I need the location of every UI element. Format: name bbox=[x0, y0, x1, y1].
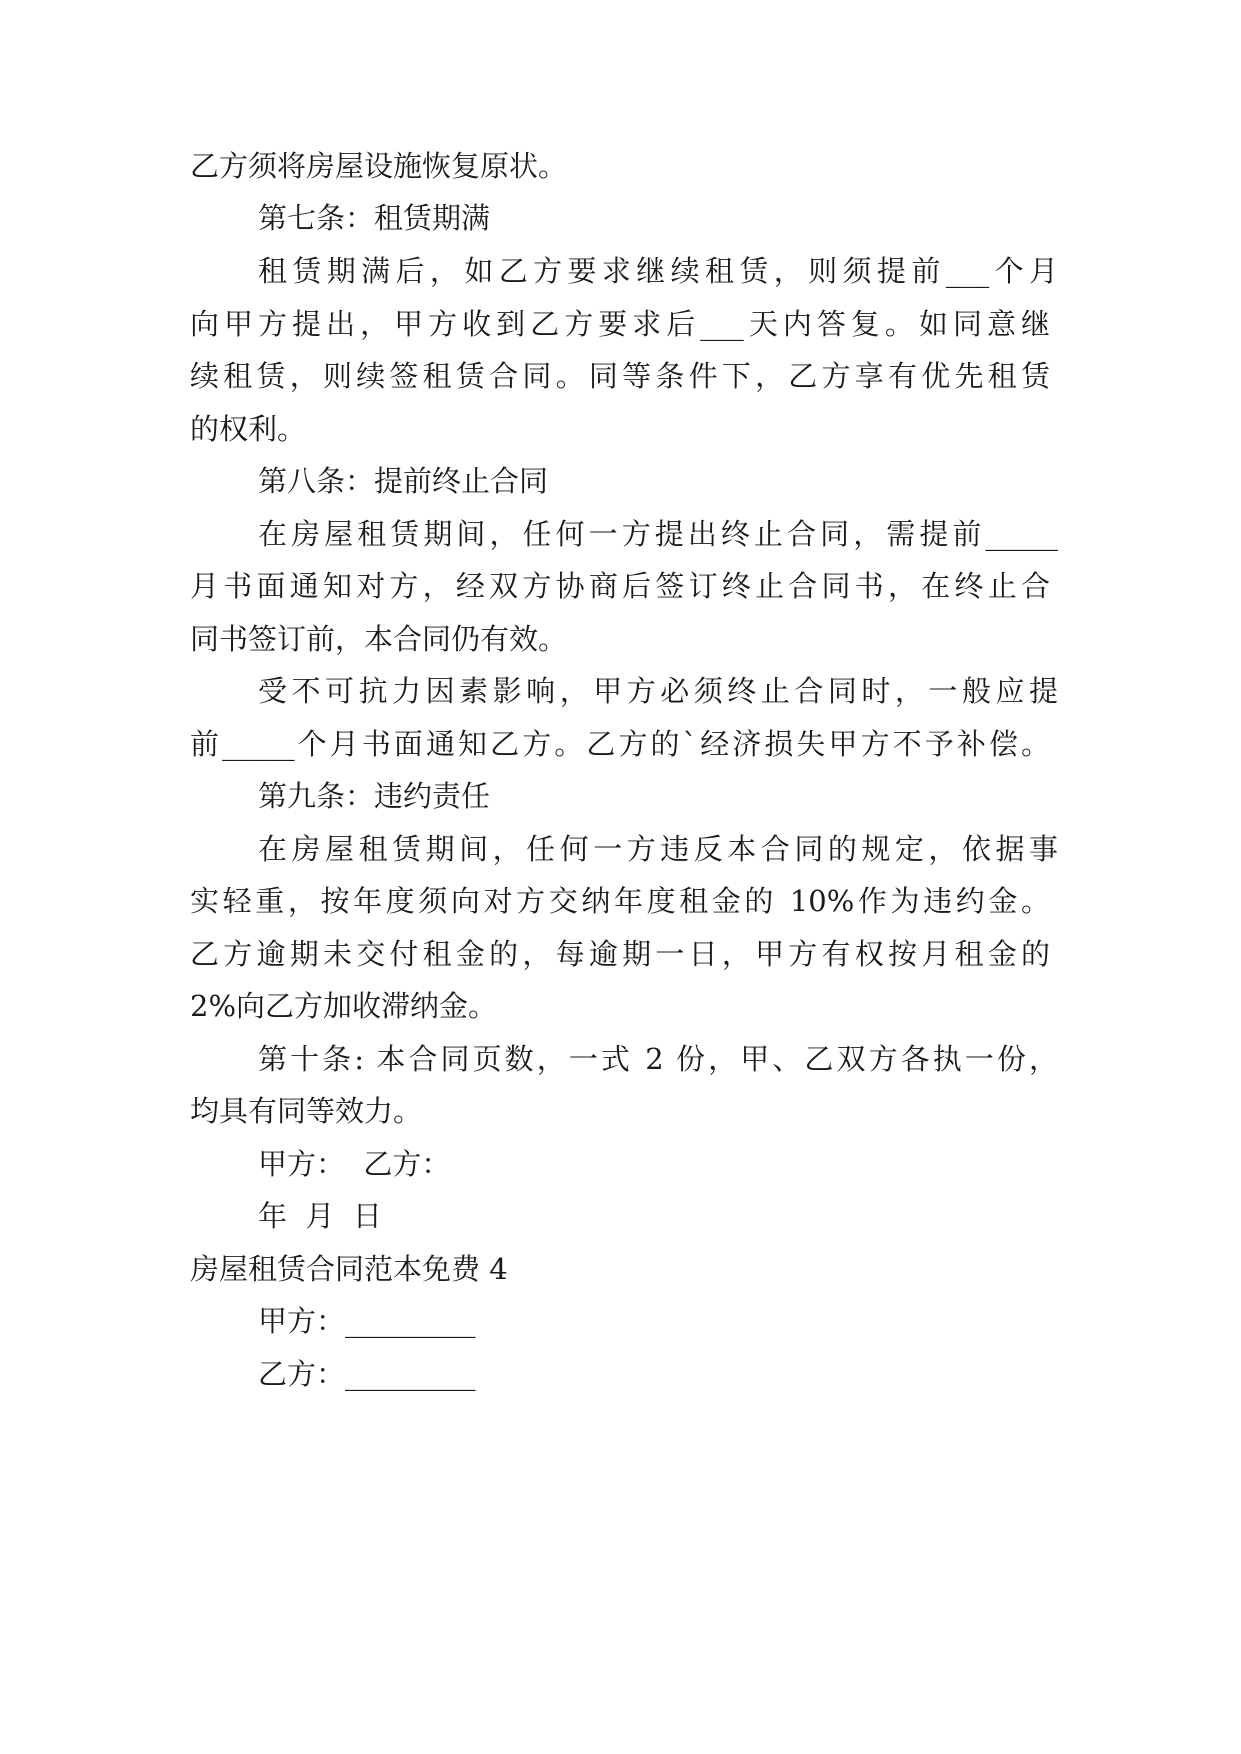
body-text-line: 乙方逾期未交付租金的，每逾期一日，甲方有权按月租金的 bbox=[190, 937, 1050, 971]
body-text-line: 均具有同等效力。 bbox=[190, 1094, 423, 1128]
body-text-line: 在房屋租赁期间，任何一方提出终止合同，需提前_____ bbox=[258, 517, 1058, 551]
body-text-line: 2%向乙方加收滞纳金。 bbox=[190, 989, 498, 1023]
body-text-line: 向甲方提出，甲方收到乙方要求后___天内答复。如同意继 bbox=[190, 307, 1050, 341]
article-heading: 第八条：提前终止合同 bbox=[258, 464, 549, 498]
body-text-line: 实轻重，按年度须向对方交纳年度租金的 10%作为违约金。 bbox=[190, 884, 1050, 918]
body-text-line: 受不可抗力因素影响，甲方必须终止合同时，一般应提 bbox=[258, 674, 1058, 708]
article-heading: 第七条：租赁期满 bbox=[258, 201, 491, 235]
party-b-field: 乙方：_________ bbox=[258, 1357, 476, 1391]
article-heading: 第九条：违约责任 bbox=[258, 779, 491, 813]
body-text-line: 续租赁，则续签租赁合同。同等条件下，乙方享有优先租赁 bbox=[190, 359, 1050, 393]
party-a-field: 甲方：_________ bbox=[258, 1304, 476, 1338]
body-text-line: 的权利。 bbox=[190, 412, 307, 446]
signature-parties-line: 甲方： 乙方： bbox=[258, 1147, 451, 1181]
body-text-line: 前_____个月书面通知乙方。乙方的`经济损失甲方不予补偿。 bbox=[190, 727, 1050, 761]
body-text-line: 在房屋租赁期间，任何一方违反本合同的规定，依据事 bbox=[258, 832, 1058, 866]
body-text-line: 乙方须将房屋设施恢复原状。 bbox=[190, 149, 568, 183]
date-line: 年 月 日 bbox=[258, 1199, 382, 1233]
body-text-line: 第十条: 本合同页数，一式 2 份，甲、乙双方各执一份， bbox=[258, 1042, 1058, 1076]
body-text-line: 同书签订前，本合同仍有效。 bbox=[190, 622, 568, 656]
body-text-line: 租赁期满后，如乙方要求继续租赁，则须提前___个月 bbox=[258, 254, 1058, 288]
section-title: 房屋租赁合同范本免费 4 bbox=[190, 1252, 508, 1286]
body-text-line: 月书面通知对方，经双方协商后签订终止合同书，在终止合 bbox=[190, 569, 1050, 603]
